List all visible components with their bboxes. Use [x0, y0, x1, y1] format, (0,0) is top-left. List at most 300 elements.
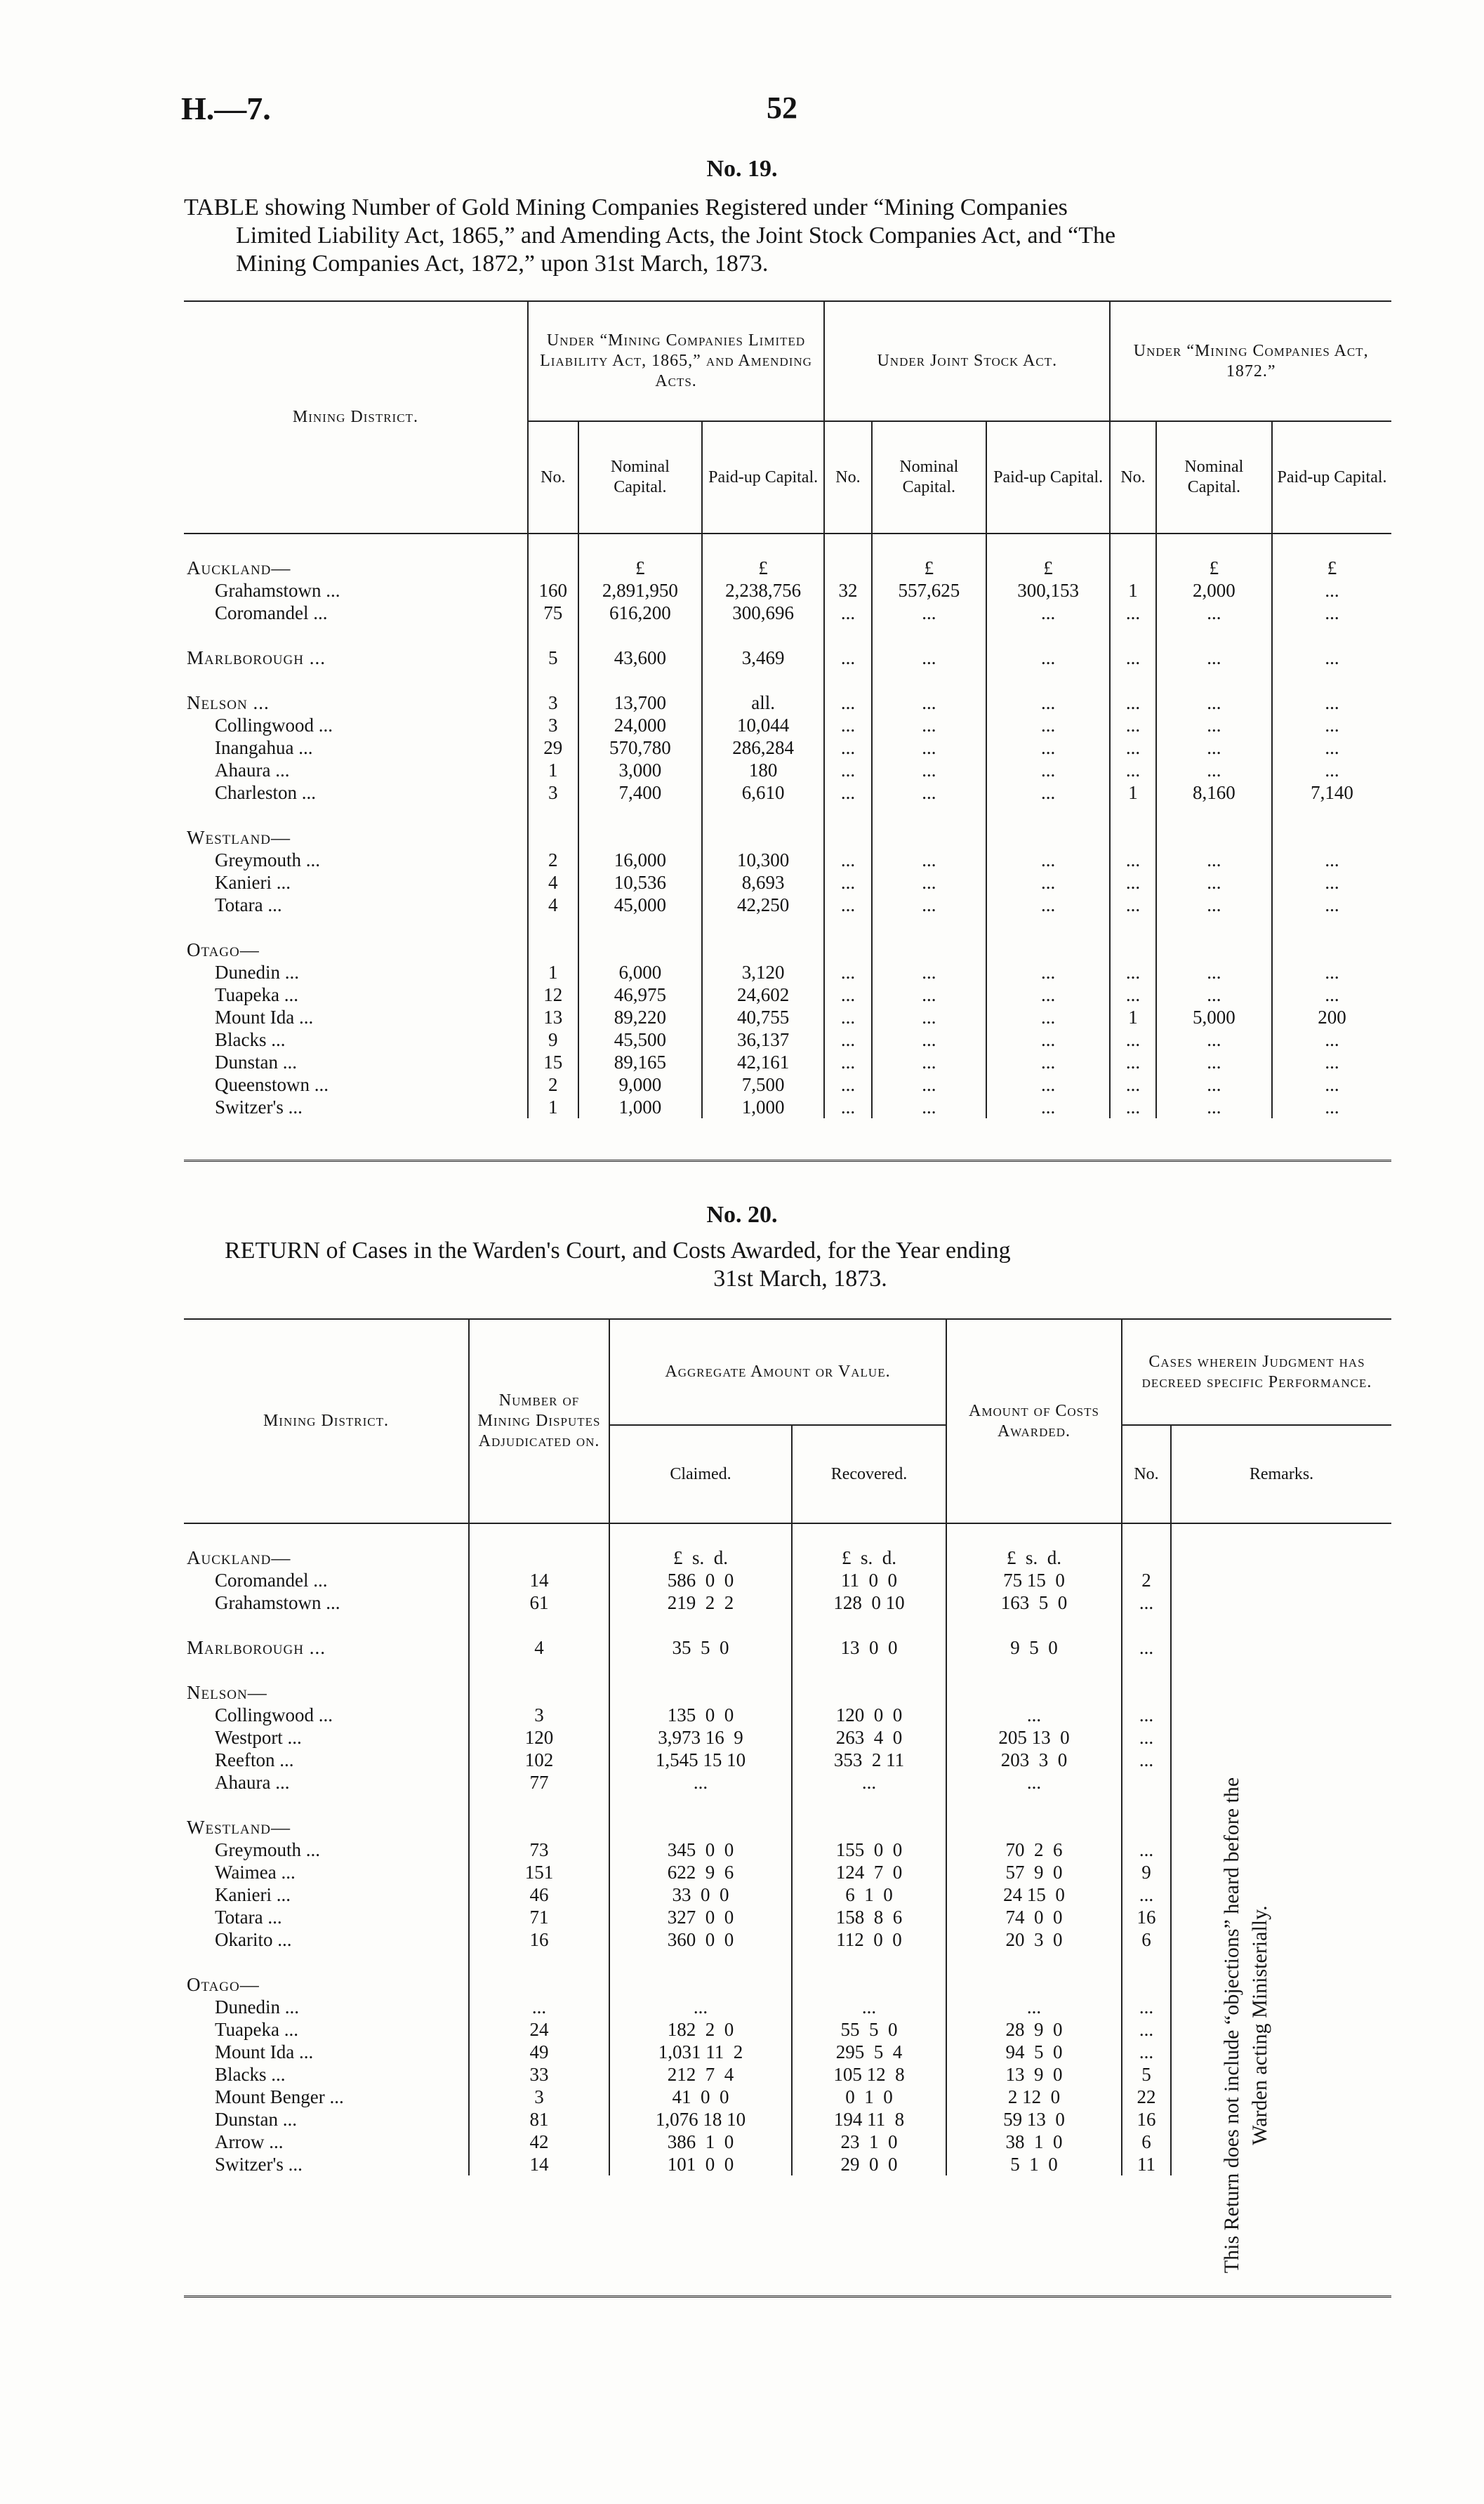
- table-cell: 33: [469, 2063, 609, 2086]
- table-cell: ...: [986, 1028, 1110, 1051]
- table-cell: 300,153: [986, 579, 1110, 602]
- gold-mining-companies-table: [184, 302, 1391, 1118]
- table-row: [184, 1704, 1391, 1726]
- table-cell: ...: [1156, 894, 1272, 916]
- table19-bottom-rule: [184, 1160, 1391, 1162]
- table-cell: 124 7 0: [792, 1861, 946, 1883]
- table-row: [184, 1839, 1391, 1861]
- district-name: Mount Benger ...: [215, 2086, 344, 2107]
- table-cell: 8,693: [702, 871, 824, 894]
- table-cell: [792, 1614, 946, 1636]
- table-cell: [1122, 1614, 1171, 1636]
- col-nominal-capital: Nominal Capital.: [578, 421, 702, 534]
- table-cell: [528, 534, 578, 557]
- table-cell: [469, 1681, 609, 1704]
- table-cell: ...: [1110, 1096, 1155, 1118]
- district-name: Okarito ...: [215, 1929, 292, 1950]
- table-cell: 13 9 0: [946, 2063, 1122, 2086]
- col-remarks: Remarks.: [1171, 1425, 1391, 1523]
- table-cell: 3: [469, 2086, 609, 2108]
- remarks-cell: [1171, 2018, 1391, 2041]
- district-name: Kanieri ...: [215, 1884, 291, 1905]
- table-cell: ...: [872, 691, 986, 714]
- table-row: [184, 1726, 1391, 1749]
- table-cell: [1122, 1816, 1171, 1839]
- table-cell: 5: [528, 647, 578, 669]
- table-cell: ...: [792, 1771, 946, 1794]
- table-cell: [702, 534, 824, 557]
- table-cell: 22: [1122, 2086, 1171, 2108]
- table-cell: 16: [1122, 2108, 1171, 2131]
- table-cell: [946, 1973, 1122, 1996]
- table-cell: 5 1 0: [946, 2153, 1122, 2175]
- table-cell: [1272, 916, 1391, 939]
- table-cell: 16: [469, 1928, 609, 1951]
- table19-title-line3: Mining Companies Act, 1872,” upon 31st March, 1873.: [236, 251, 769, 277]
- table-cell: 11: [1122, 2153, 1171, 2175]
- table-row: [184, 1861, 1391, 1883]
- table-cell: [946, 1659, 1122, 1681]
- table-cell: [469, 1794, 609, 1816]
- table-cell: [528, 916, 578, 939]
- col-nominal-capital: Nominal Capital.: [872, 421, 986, 534]
- table-cell: 102: [469, 1749, 609, 1771]
- table-cell: [872, 916, 986, 939]
- table-cell: [609, 1523, 792, 1546]
- remarks-cell: [1171, 1614, 1391, 1636]
- table-cell: ...: [1156, 691, 1272, 714]
- table-cell: ...: [824, 894, 871, 916]
- table-cell: [792, 1794, 946, 1816]
- remarks-cell: [1171, 1636, 1391, 1659]
- spacer-row: [184, 1951, 1391, 1973]
- table-cell: ...: [1272, 602, 1391, 624]
- table-cell: ...: [986, 1006, 1110, 1028]
- table-cell: [1110, 939, 1155, 961]
- table19-title: [184, 194, 1391, 278]
- table-cell: 33 0 0: [609, 1883, 792, 1906]
- district-name: Auckland—: [187, 1547, 291, 1568]
- remarks-cell: [1171, 2086, 1391, 2108]
- table-cell: [1272, 804, 1391, 826]
- table-cell: 45,500: [578, 1028, 702, 1051]
- table-cell: [528, 939, 578, 961]
- table-cell: [1272, 826, 1391, 849]
- district-name: Blacks ...: [215, 2064, 286, 2085]
- table-cell: ...: [1110, 714, 1155, 736]
- table-cell: ...: [792, 1996, 946, 2018]
- district-name: Switzer's ...: [215, 2154, 303, 2175]
- table-cell: [1122, 1794, 1171, 1816]
- table-cell: ...: [1272, 691, 1391, 714]
- table-cell: ...: [946, 1996, 1122, 2018]
- table-cell: 41 0 0: [609, 2086, 792, 2108]
- remarks-note: [1218, 1674, 1281, 2376]
- table-cell: ...: [824, 759, 871, 781]
- table-cell: 219 2 2: [609, 1591, 792, 1614]
- table-cell: £: [986, 557, 1110, 579]
- table-cell: 40,755: [702, 1006, 824, 1028]
- table-cell: ...: [1122, 1726, 1171, 1749]
- table-cell: 14: [469, 2153, 609, 2175]
- table-cell: ...: [986, 1073, 1110, 1096]
- table-cell: ...: [824, 871, 871, 894]
- table20-title-line1: RETURN of Cases in the Warden's Court, and Costs Awarded, for the Year ending: [225, 1238, 1011, 1264]
- table-cell: ...: [872, 1051, 986, 1073]
- table-cell: ...: [946, 1704, 1122, 1726]
- table-row: [184, 2131, 1391, 2153]
- table-row: [184, 691, 1391, 714]
- table-cell: 24,000: [578, 714, 702, 736]
- table-row: [184, 1591, 1391, 1614]
- table-cell: ...: [1122, 1636, 1171, 1659]
- district-name: Dunedin ...: [215, 1996, 299, 2018]
- table-cell: 57 9 0: [946, 1861, 1122, 1883]
- table-cell: [1272, 939, 1391, 961]
- table-cell: [946, 1794, 1122, 1816]
- table-cell: 43,600: [578, 647, 702, 669]
- spacer-row: [184, 624, 1391, 647]
- table-row: [184, 939, 1391, 961]
- table-cell: [1110, 916, 1155, 939]
- table-cell: 8,160: [1156, 781, 1272, 804]
- col-group-companies-act-1872: Under “Mining Companies Act, 1872.”: [1110, 302, 1391, 421]
- table-cell: 205 13 0: [946, 1726, 1122, 1749]
- table-row: [184, 1681, 1391, 1704]
- table-cell: ...: [1272, 961, 1391, 983]
- remarks-cell: [1171, 1951, 1391, 1973]
- table-cell: 300,696: [702, 602, 824, 624]
- remarks-cell: [1171, 2041, 1391, 2063]
- table-cell: ...: [824, 961, 871, 983]
- table-cell: [469, 1523, 609, 1546]
- table-row: [184, 759, 1391, 781]
- col-mining-district: Mining District.: [184, 1320, 469, 1523]
- district-name: Reefton ...: [215, 1749, 294, 1770]
- col-claimed: Claimed.: [609, 1425, 792, 1523]
- table-cell: ...: [824, 983, 871, 1006]
- district-name: Auckland—: [187, 557, 291, 578]
- table-cell: 112 0 0: [792, 1928, 946, 1951]
- table-row: [184, 1973, 1391, 1996]
- col-paid-up-capital: Paid-up Capital.: [1272, 421, 1391, 534]
- table-cell: [578, 534, 702, 557]
- table-cell: 295 5 4: [792, 2041, 946, 2063]
- remarks-cell: [1171, 1546, 1391, 1569]
- remarks-cell: [1171, 1973, 1391, 1996]
- table-cell: [1171, 1523, 1391, 1546]
- table-cell: [702, 826, 824, 849]
- table-cell: 13: [528, 1006, 578, 1028]
- table-cell: 6: [1122, 2131, 1171, 2153]
- table-cell: 9,000: [578, 1073, 702, 1096]
- table-cell: [1122, 1659, 1171, 1681]
- district-name: Dunedin ...: [215, 962, 299, 983]
- table-cell: 1,076 18 10: [609, 2108, 792, 2131]
- table-row: [184, 894, 1391, 916]
- table-cell: 2: [1122, 1569, 1171, 1591]
- district-name: [184, 916, 528, 939]
- table-cell: 3,000: [578, 759, 702, 781]
- table-cell: 1: [1110, 1006, 1155, 1028]
- table19-number: No. 19.: [706, 156, 778, 182]
- district-name: Westland—: [187, 827, 291, 848]
- table-cell: ...: [824, 1006, 871, 1028]
- table-cell: ...: [872, 871, 986, 894]
- table-cell: [824, 939, 871, 961]
- district-name: Arrow ...: [215, 2131, 284, 2152]
- table-cell: ...: [1156, 647, 1272, 669]
- table-cell: 6: [1122, 1928, 1171, 1951]
- district-name: Tuapeka ...: [215, 984, 298, 1005]
- table-cell: 4: [528, 871, 578, 894]
- table-cell: ...: [986, 983, 1110, 1006]
- table-cell: 38 1 0: [946, 2131, 1122, 2153]
- table-cell: 286,284: [702, 736, 824, 759]
- table-cell: [702, 669, 824, 691]
- table-cell: 7,140: [1272, 781, 1391, 804]
- table-cell: ...: [1122, 1704, 1171, 1726]
- table-cell: ...: [1110, 691, 1155, 714]
- table-cell: [824, 916, 871, 939]
- table-cell: 353 2 11: [792, 1749, 946, 1771]
- table-cell: 3: [528, 781, 578, 804]
- table-cell: 212 7 4: [609, 2063, 792, 2086]
- table-cell: [824, 826, 871, 849]
- table-row: [184, 714, 1391, 736]
- document-reference: H.—7.: [181, 91, 271, 126]
- table-cell: ...: [1122, 1839, 1171, 1861]
- table-cell: £: [702, 557, 824, 579]
- col-nominal-capital: Nominal Capital.: [1156, 421, 1272, 534]
- table-cell: 2,000: [1156, 579, 1272, 602]
- table-cell: 11 0 0: [792, 1569, 946, 1591]
- table-cell: 1: [528, 961, 578, 983]
- district-name: [184, 669, 528, 691]
- remarks-cell: [1171, 1839, 1391, 1861]
- table-row: [184, 961, 1391, 983]
- district-name: Tuapeka ...: [215, 2019, 298, 2040]
- table-cell: 120 0 0: [792, 1704, 946, 1726]
- table-cell: ...: [1110, 871, 1155, 894]
- table-cell: 89,220: [578, 1006, 702, 1028]
- table-cell: [792, 1951, 946, 1973]
- table-cell: [872, 669, 986, 691]
- table-cell: [609, 1794, 792, 1816]
- table-row: [184, 1073, 1391, 1096]
- table-cell: [184, 534, 528, 557]
- remarks-note-line1: This Return does not include “objections” heard before the: [1220, 1777, 1243, 2274]
- table-row: [184, 1096, 1391, 1118]
- table-cell: 77: [469, 1771, 609, 1794]
- table-cell: [1122, 1771, 1171, 1794]
- table-cell: ...: [1122, 1996, 1171, 2018]
- district-name: [184, 804, 528, 826]
- table-cell: ...: [1110, 1073, 1155, 1096]
- col-paid-up-capital: Paid-up Capital.: [702, 421, 824, 534]
- district-name: [184, 624, 528, 647]
- col-group-limited-liability: Under “Mining Companies Limited Liability Act, 1865,” and Amending Acts.: [528, 302, 824, 421]
- spacer-row: [184, 1659, 1391, 1681]
- col-no: No.: [824, 421, 871, 534]
- table-cell: 9: [1122, 1861, 1171, 1883]
- remarks-cell: [1171, 1749, 1391, 1771]
- remarks-cell: [1171, 1681, 1391, 1704]
- remarks-cell: [1171, 1861, 1391, 1883]
- table-row: [184, 2086, 1391, 2108]
- table-cell: ...: [986, 871, 1110, 894]
- table-cell: [609, 1614, 792, 1636]
- table-cell: 16,000: [578, 849, 702, 871]
- table-row: [184, 736, 1391, 759]
- district-name: [184, 1614, 469, 1636]
- table-cell: [702, 939, 824, 961]
- table-cell: ...: [1110, 759, 1155, 781]
- table-cell: 6 1 0: [792, 1883, 946, 1906]
- table-cell: ...: [986, 759, 1110, 781]
- remarks-cell: [1171, 1659, 1391, 1681]
- table-cell: 94 5 0: [946, 2041, 1122, 2063]
- table-cell: ...: [824, 1073, 871, 1096]
- table-cell: [528, 826, 578, 849]
- table19-body: [184, 534, 1391, 1118]
- col-no: No.: [528, 421, 578, 534]
- col-disputes-adjudicated: Number of Mining Disputes Adjudicated on.: [469, 1320, 609, 1523]
- district-name: Westport ...: [215, 1727, 302, 1748]
- district-name: Marlborough ...: [187, 1637, 326, 1658]
- table-cell: ...: [986, 849, 1110, 871]
- table-cell: [946, 1951, 1122, 1973]
- table-cell: 557,625: [872, 579, 986, 602]
- table-cell: 194 11 8: [792, 2108, 946, 2131]
- table-cell: [469, 1816, 609, 1839]
- table-cell: [1122, 1546, 1171, 1569]
- table-cell: ...: [946, 1771, 1122, 1794]
- table-cell: 1: [1110, 579, 1155, 602]
- table-cell: £ s. d.: [946, 1546, 1122, 1569]
- table-cell: 180: [702, 759, 824, 781]
- district-name: Nelson—: [187, 1682, 267, 1703]
- table-cell: ...: [1156, 602, 1272, 624]
- table-cell: [1156, 624, 1272, 647]
- table-cell: ...: [1110, 602, 1155, 624]
- table-row: [184, 557, 1391, 579]
- table-cell: ...: [986, 647, 1110, 669]
- table-cell: 3: [528, 714, 578, 736]
- table-cell: 74 0 0: [946, 1906, 1122, 1928]
- table-cell: 4: [469, 1636, 609, 1659]
- table-cell: ...: [872, 602, 986, 624]
- table-cell: ...: [872, 647, 986, 669]
- table-cell: 35 5 0: [609, 1636, 792, 1659]
- table-row: [184, 2041, 1391, 2063]
- table-cell: 200: [1272, 1006, 1391, 1028]
- remarks-cell: [1171, 2131, 1391, 2153]
- remarks-note-line2: Warden acting Ministerially.: [1248, 1905, 1271, 2145]
- table-cell: ...: [1156, 759, 1272, 781]
- table-cell: 2: [528, 1073, 578, 1096]
- table-cell: £ s. d.: [609, 1546, 792, 1569]
- district-name: Switzer's ...: [215, 1097, 303, 1118]
- table-cell: 570,780: [578, 736, 702, 759]
- spacer-row: [184, 534, 1391, 557]
- table-cell: [469, 1951, 609, 1973]
- table-cell: 2,891,950: [578, 579, 702, 602]
- table-cell: [1110, 826, 1155, 849]
- remarks-cell: [1171, 1569, 1391, 1591]
- table-cell: [1156, 916, 1272, 939]
- table-row: [184, 1006, 1391, 1028]
- table-cell: 59 13 0: [946, 2108, 1122, 2131]
- table-cell: 1,545 15 10: [609, 1749, 792, 1771]
- table-cell: 13,700: [578, 691, 702, 714]
- table-cell: 75 15 0: [946, 1569, 1122, 1591]
- table-cell: [792, 1816, 946, 1839]
- district-name: Ahaura ...: [215, 760, 290, 781]
- table-cell: 360 0 0: [609, 1928, 792, 1951]
- remarks-cell: [1171, 1591, 1391, 1614]
- table-cell: 155 0 0: [792, 1839, 946, 1861]
- table-cell: ...: [1110, 961, 1155, 983]
- spacer-row: [184, 1614, 1391, 1636]
- table-cell: £: [1156, 557, 1272, 579]
- table-cell: ...: [1122, 2018, 1171, 2041]
- table-cell: 1: [528, 759, 578, 781]
- district-name: Grahamstown ...: [215, 1592, 340, 1613]
- table-cell: 586 0 0: [609, 1569, 792, 1591]
- table-cell: ...: [1272, 579, 1391, 602]
- table-cell: 14: [469, 1569, 609, 1591]
- table-cell: [578, 804, 702, 826]
- col-mining-district: Mining District.: [184, 302, 528, 534]
- district-name: Mount Ida ...: [215, 2041, 314, 2062]
- table-cell: 36,137: [702, 1028, 824, 1051]
- table-cell: 6,610: [702, 781, 824, 804]
- table-cell: 4: [528, 894, 578, 916]
- table-cell: [986, 939, 1110, 961]
- table-cell: 2,238,756: [702, 579, 824, 602]
- table-cell: ...: [1272, 1073, 1391, 1096]
- table-cell: [986, 826, 1110, 849]
- table20-body: [184, 1523, 1391, 2175]
- table-row: [184, 1636, 1391, 1659]
- district-name: Greymouth ...: [215, 849, 320, 870]
- table-cell: 1,031 11 2: [609, 2041, 792, 2063]
- spacer-row: [184, 1794, 1391, 1816]
- table-cell: ...: [469, 1996, 609, 2018]
- table-row: [184, 1749, 1391, 1771]
- table-cell: [792, 1523, 946, 1546]
- col-group-aggregate-amount: Aggregate Amount or Value.: [609, 1320, 946, 1425]
- table-cell: [872, 534, 986, 557]
- district-name: Mount Ida ...: [215, 1007, 314, 1028]
- table-cell: 622 9 6: [609, 1861, 792, 1883]
- table-cell: ...: [872, 736, 986, 759]
- table-cell: 23 1 0: [792, 2131, 946, 2153]
- table-cell: ...: [824, 1051, 871, 1073]
- table-cell: [578, 916, 702, 939]
- table-cell: ...: [1272, 894, 1391, 916]
- table-cell: ...: [986, 781, 1110, 804]
- district-name: Collingwood ...: [215, 1704, 333, 1725]
- district-name: Westland—: [187, 1817, 291, 1838]
- table-cell: 128 0 10: [792, 1591, 946, 1614]
- remarks-cell: [1171, 1883, 1391, 1906]
- remarks-cell: [1171, 1906, 1391, 1928]
- table-cell: ...: [1110, 1051, 1155, 1073]
- district-name: Otago—: [187, 939, 260, 960]
- district-name: Dunstan ...: [215, 1052, 297, 1073]
